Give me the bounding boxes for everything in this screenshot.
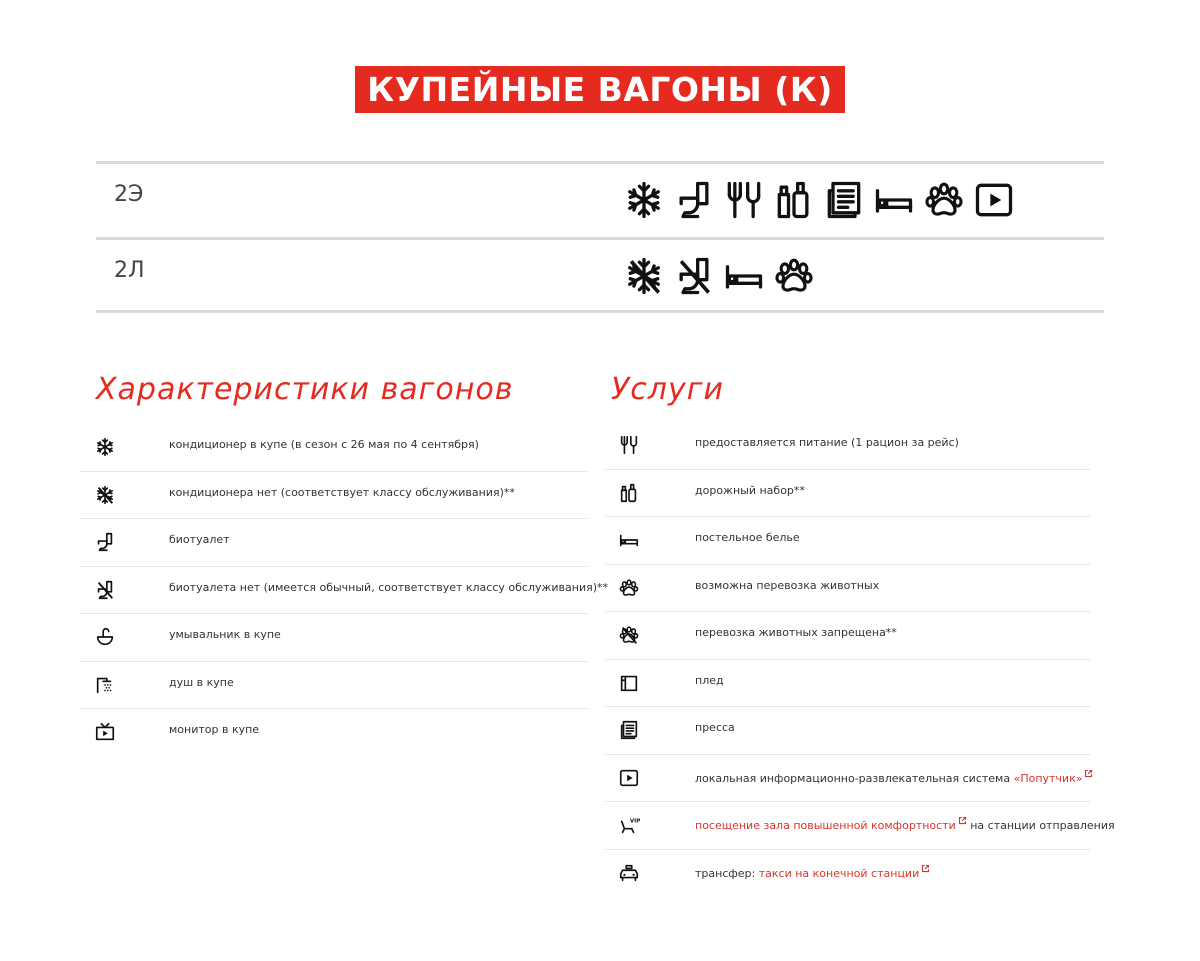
list-item xyxy=(605,612,1090,660)
svg-text:VIP: VIP xyxy=(629,818,640,825)
feature-text-suffix: на станции отправления xyxy=(966,819,1115,832)
feature-text: биотуалет xyxy=(169,533,230,546)
feature-text: плед xyxy=(695,673,724,687)
services-title: Услуги xyxy=(611,372,724,407)
list-item xyxy=(80,472,588,520)
feature-text: душ в купе xyxy=(169,675,234,689)
feature-text: дорожный набор** xyxy=(695,483,805,497)
monitor-play-icon xyxy=(618,767,640,789)
tv-icon xyxy=(94,721,116,743)
list-item xyxy=(605,850,1090,898)
feature-text: монитор в купе xyxy=(169,723,260,736)
bed-linen-icon xyxy=(618,529,640,551)
taxi-link[interactable]: такси на конечной станции xyxy=(758,866,920,880)
snowflake-icon xyxy=(622,178,666,222)
vip-lounge-icon xyxy=(618,814,640,836)
taxi-icon xyxy=(618,862,640,884)
washbasin-icon xyxy=(94,626,116,648)
pet-crossed-icon xyxy=(618,624,640,646)
feature-text: перевозка животных запрещена** xyxy=(695,626,897,639)
list-item xyxy=(80,614,588,662)
wagon-icons xyxy=(622,254,816,298)
poputchik-link[interactable]: «Попутчик» xyxy=(1013,771,1083,785)
snowflake-crossed-icon xyxy=(94,484,116,506)
feature-text: постельное белье xyxy=(695,531,800,544)
toilet-icon xyxy=(672,178,716,222)
list-item xyxy=(80,519,588,567)
list-item xyxy=(80,662,588,710)
wagon-row-2l xyxy=(96,237,1104,313)
bed-linen-icon xyxy=(722,254,766,298)
snowflake-crossed-icon xyxy=(622,254,666,298)
pet-icon xyxy=(772,254,816,298)
external-link-icon[interactable] xyxy=(921,864,930,873)
feature-text xyxy=(695,816,1115,832)
services-list xyxy=(605,422,1115,897)
pet-icon xyxy=(922,178,966,222)
characteristics-title: Характеристики вагонов xyxy=(96,372,514,407)
monitor-play-icon xyxy=(972,178,1016,222)
feature-text: кондиционера нет (соответствует классу обслуживания)** xyxy=(169,485,515,499)
list-item xyxy=(80,424,588,472)
vip-lounge-link[interactable]: посещение зала повышенной комфортности xyxy=(695,819,956,832)
list-item xyxy=(605,565,1090,613)
food-icon xyxy=(722,178,766,222)
bed-linen-icon xyxy=(872,178,916,222)
feature-text: предоставляется питание (1 рацион за рейс) xyxy=(695,436,959,449)
travel-kit-icon xyxy=(772,178,816,222)
characteristics-list xyxy=(80,424,609,757)
feature-text-prefix: трансфер: xyxy=(695,866,759,880)
feature-text xyxy=(695,864,930,880)
travel-kit-icon xyxy=(618,482,640,504)
wagon-row-2e xyxy=(96,161,1104,237)
list-item xyxy=(605,422,1090,470)
feature-text: умывальник в купе xyxy=(169,628,281,641)
wagon-code: 2Э xyxy=(114,182,144,207)
list-item xyxy=(605,517,1090,565)
feature-text: кондиционер в купе (в сезон с 26 мая по 4 сентября) xyxy=(169,438,479,451)
feature-text-prefix: локальная информационно-развлекательная система xyxy=(695,771,1014,785)
feature-text: биотуалета нет (имеется обычный, соответствует классу обслуживания)** xyxy=(169,580,609,594)
pet-icon xyxy=(618,577,640,599)
list-item xyxy=(605,660,1090,708)
external-link-icon[interactable] xyxy=(1084,769,1093,778)
feature-text: возможна перевозка животных xyxy=(695,578,880,592)
feature-text xyxy=(695,769,1093,785)
list-item xyxy=(80,567,609,615)
external-link-icon[interactable] xyxy=(958,816,967,825)
food-icon xyxy=(618,434,640,456)
list-item xyxy=(605,470,1090,518)
blanket-icon xyxy=(618,672,640,694)
list-item xyxy=(80,709,588,757)
toilet-crossed-icon xyxy=(94,579,116,601)
press-icon xyxy=(822,178,866,222)
wagon-icons xyxy=(622,178,1016,222)
feature-text: пресса xyxy=(695,721,735,734)
toilet-crossed-icon xyxy=(672,254,716,298)
wagon-table xyxy=(96,161,1104,313)
snowflake-icon xyxy=(94,436,116,458)
page-title: КУПЕЙНЫЕ ВАГОНЫ (К) xyxy=(355,66,845,113)
list-item xyxy=(605,755,1090,803)
shower-icon xyxy=(94,674,116,696)
list-item xyxy=(605,707,1090,755)
press-icon xyxy=(618,719,640,741)
toilet-icon xyxy=(94,531,116,553)
list-item xyxy=(605,802,1115,850)
wagon-code: 2Л xyxy=(114,258,145,283)
